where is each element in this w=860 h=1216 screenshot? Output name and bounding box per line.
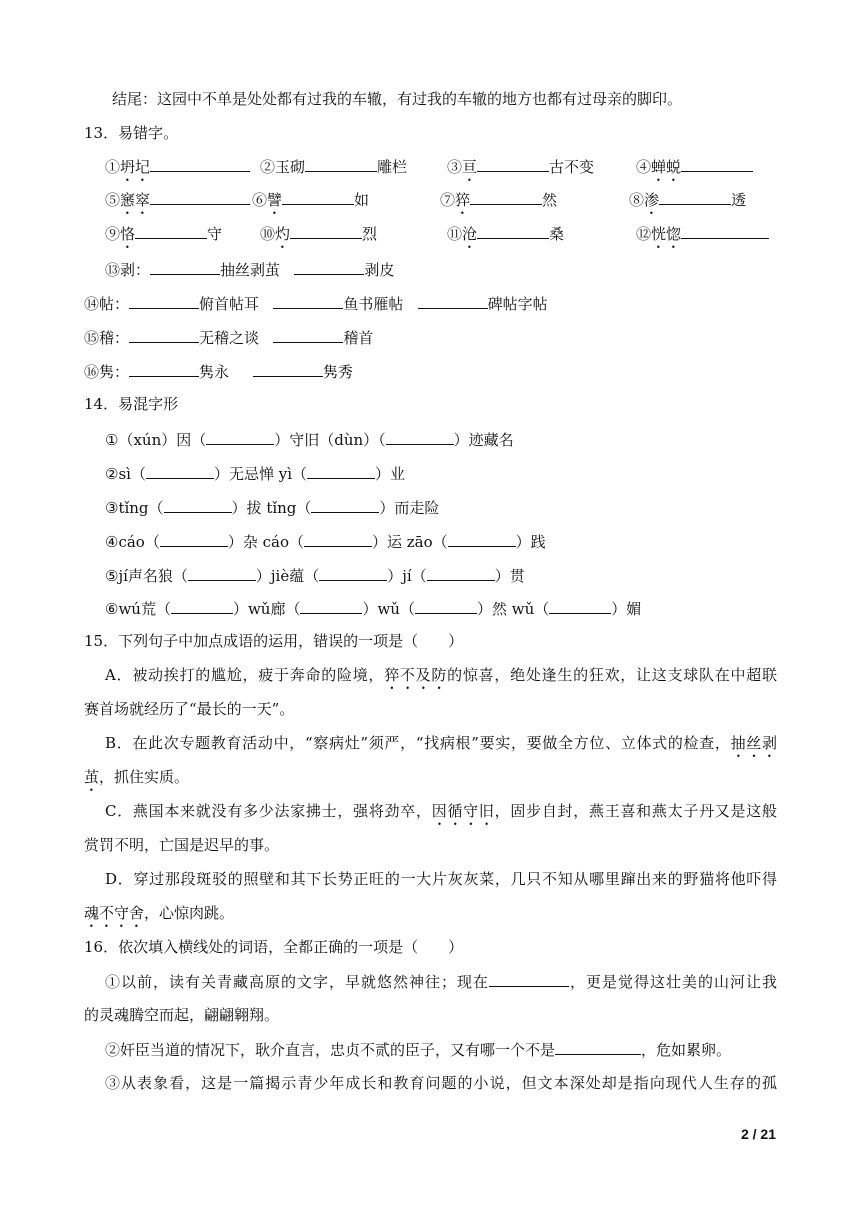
item-text: 稽首 xyxy=(343,329,374,347)
item-text: 碑帖字帖 xyxy=(487,295,548,313)
line-text: ）杂 cáo（ xyxy=(227,533,304,551)
sentence-text: ，更是觉得这壮美的山河让我 xyxy=(568,973,777,991)
q15-option-d[interactable]: D．穿过那段斑驳的照壁和其下长势正旺的一大片灰灰菜，几只不知从哪里蹿出来的野猫将他吓得 xyxy=(105,870,777,888)
item-tail: 守 xyxy=(207,225,223,243)
line-text: ）媚 xyxy=(611,600,642,618)
item-num: ② xyxy=(260,158,276,176)
dotted-idiom: 抽丝剥 xyxy=(730,734,777,752)
q13-item-6 xyxy=(252,188,369,218)
line-text: ）无忌惮 yì（ xyxy=(213,465,307,483)
line-text: ①（xún）因（ xyxy=(105,431,207,449)
line-text: ③tǐng（ xyxy=(105,499,164,517)
q13-item-4 xyxy=(636,155,753,185)
dotted-idiom: 因循守旧 xyxy=(431,802,495,820)
q13-item-1 xyxy=(105,155,250,185)
line-text: ）拔 tǐng（ xyxy=(231,499,312,517)
item-word: 玉砌 xyxy=(275,158,306,176)
answer-blank[interactable] xyxy=(477,222,549,239)
q15-option-a[interactable] xyxy=(105,664,777,693)
item-tail: 烈 xyxy=(362,225,378,243)
item-text: 剥皮 xyxy=(364,261,395,279)
answer-blank[interactable] xyxy=(311,496,379,513)
item-label: ⑬剥： xyxy=(105,261,151,279)
q13-item-3 xyxy=(447,155,594,185)
option-text: ，抓住实质。 xyxy=(99,768,190,786)
q14-line-6 xyxy=(105,597,641,620)
line-text: ）wǔ（ xyxy=(362,600,415,618)
answer-blank[interactable] xyxy=(549,597,611,614)
item-text: 隽秀 xyxy=(322,363,353,381)
option-text: ，固步自封，燕王喜和燕太子丹又是这般 xyxy=(494,802,777,820)
q14-line-1 xyxy=(105,428,514,451)
answer-blank[interactable] xyxy=(150,155,250,172)
answer-blank[interactable] xyxy=(489,970,569,987)
answer-blank[interactable] xyxy=(146,462,214,479)
item-num: ⑤ xyxy=(105,191,121,209)
q14-title: 14．易混字形 xyxy=(84,395,179,413)
answer-blank[interactable] xyxy=(418,292,488,309)
option-text: ，心惊肉跳。 xyxy=(144,904,235,922)
item-tail: 如 xyxy=(354,191,370,209)
q14-line-3 xyxy=(105,496,439,519)
item-text: 抽丝剥茧 xyxy=(220,261,281,279)
answer-blank[interactable] xyxy=(164,496,232,513)
item-word: 譬 xyxy=(267,191,283,209)
q15-option-d-cont xyxy=(84,902,234,931)
answer-blank[interactable] xyxy=(448,530,516,547)
q16-sentence-1 xyxy=(105,970,777,993)
answer-blank[interactable] xyxy=(150,258,220,275)
answer-blank[interactable] xyxy=(273,292,343,309)
sentence-text: ，危如累卵。 xyxy=(641,1041,732,1059)
q13-item-12 xyxy=(636,222,769,252)
line-text: ）然 wǔ（ xyxy=(476,600,550,618)
item-num: ③ xyxy=(447,158,463,176)
page-number: 2 / 21 xyxy=(740,1126,776,1142)
answer-blank[interactable] xyxy=(206,428,274,445)
dotted-idiom: 茧 xyxy=(84,768,100,786)
item-word: 窸窣 xyxy=(120,191,151,209)
item-label: ⑯隽： xyxy=(84,363,130,381)
line-text: ⑤jí声名狼（ xyxy=(105,567,188,585)
line-text: ）而走险 xyxy=(379,499,440,517)
line-text: ）jí（ xyxy=(387,567,427,585)
item-text: 鱼书雁帖 xyxy=(343,295,404,313)
answer-blank[interactable] xyxy=(659,188,731,205)
q16-sentence-3: ③从表象看，这是一篇揭示青少年成长和教育问题的小说，但文本深处却是指向现代人生存的孤 xyxy=(105,1074,777,1092)
item-word: 恪 xyxy=(120,225,136,243)
dotted-idiom: 猝不及防 xyxy=(384,666,448,684)
item-label: ⑮稽： xyxy=(84,329,130,347)
answer-blank[interactable] xyxy=(307,462,375,479)
item-word: 灼 xyxy=(275,225,291,243)
answer-blank[interactable] xyxy=(273,326,343,343)
item-text: 俯首帖耳 xyxy=(199,295,260,313)
q13-item-11 xyxy=(447,222,564,252)
line-text: ）迹藏名 xyxy=(453,431,514,449)
answer-blank[interactable] xyxy=(477,155,549,172)
item-word: 沧 xyxy=(462,225,478,243)
option-text: 的惊喜，绝处逢生的狂欢，让这支球队在中超联 xyxy=(447,666,777,684)
item-tail: 雕栏 xyxy=(377,158,408,176)
item-tail: 桑 xyxy=(549,225,565,243)
answer-blank[interactable] xyxy=(681,222,769,239)
answer-blank[interactable] xyxy=(129,292,199,309)
line-text: ⑥wú荒（ xyxy=(105,600,171,618)
answer-blank[interactable] xyxy=(470,188,542,205)
item-num: ⑩ xyxy=(260,225,276,243)
q13-title: 13．易错字。 xyxy=(84,124,179,142)
answer-blank[interactable] xyxy=(171,597,233,614)
item-num: ⑥ xyxy=(252,191,268,209)
q13-item-14 xyxy=(84,292,548,315)
answer-blank[interactable] xyxy=(253,360,323,377)
answer-blank[interactable] xyxy=(160,530,228,547)
item-num: ④ xyxy=(636,158,652,176)
item-num: ⑨ xyxy=(105,225,121,243)
line-text: ）守旧（dùn）（ xyxy=(274,431,386,449)
q13-item-13 xyxy=(105,258,394,281)
answer-blank[interactable] xyxy=(294,258,364,275)
answer-blank[interactable] xyxy=(188,564,256,581)
q15-option-a-cont: 赛首场就经历了“最长的一天”。 xyxy=(84,700,295,718)
dotted-idiom: 魂不守舍 xyxy=(84,904,145,922)
line-text: ②sì（ xyxy=(105,465,146,483)
answer-blank[interactable] xyxy=(300,597,362,614)
option-text: C．燕国本来就没有多少法家拂士，强将劲卒， xyxy=(105,802,432,820)
line-text: ）jiè蕴（ xyxy=(255,567,320,585)
q13-item-9 xyxy=(105,222,222,252)
q15-option-b-cont xyxy=(84,766,189,795)
line-text: ）业 xyxy=(375,465,406,483)
q14-line-4 xyxy=(105,530,546,553)
item-word: 猝 xyxy=(455,191,471,209)
item-word: 亘 xyxy=(462,158,478,176)
answer-blank[interactable] xyxy=(305,155,377,172)
item-word: 恍惚 xyxy=(651,225,682,243)
q15-option-c-cont: 赏罚不明，亡国是迟早的事。 xyxy=(84,836,280,854)
item-tail: 古不变 xyxy=(549,158,595,176)
item-word: 渗 xyxy=(644,191,660,209)
q13-item-10 xyxy=(260,222,377,252)
answer-blank[interactable] xyxy=(129,326,199,343)
answer-blank[interactable] xyxy=(427,564,495,581)
line-text: ）wǔ廊（ xyxy=(232,600,301,618)
q15-option-c[interactable] xyxy=(105,800,777,829)
item-tail: 然 xyxy=(542,191,558,209)
q16-sentence-2 xyxy=(105,1038,731,1061)
sentence-text: ②奸臣当道的情况下，耿介直言，忠贞不贰的臣子，又有哪一个不是 xyxy=(105,1041,556,1059)
item-word: 坍圮 xyxy=(120,158,151,176)
option-text: A．被动挨打的尴尬，疲于奔命的险境， xyxy=(105,666,385,684)
line-text: ）贯 xyxy=(494,567,525,585)
item-word: 蝉蜕 xyxy=(651,158,682,176)
q13-item-16 xyxy=(84,360,353,383)
q15-title: 15．下列句子中加点成语的运用，错误的一项是（ ） xyxy=(84,632,464,650)
q16-title: 16．依次填入横线处的词语，全都正确的一项是（ ） xyxy=(84,938,464,956)
answer-blank[interactable] xyxy=(304,530,372,547)
q14-line-2 xyxy=(105,462,405,485)
q16-sentence-1-cont: 的灵魂腾空而起，翩翩翱翔。 xyxy=(84,1006,280,1024)
answer-blank[interactable] xyxy=(135,222,207,239)
answer-blank[interactable] xyxy=(150,188,250,205)
item-num: ⑪ xyxy=(447,225,463,243)
line-text: ④cáo（ xyxy=(105,533,160,551)
answer-blank[interactable] xyxy=(282,188,354,205)
item-text: 隽永 xyxy=(199,363,230,381)
answer-blank[interactable] xyxy=(129,360,199,377)
answer-blank[interactable] xyxy=(290,222,362,239)
line-text: ）践 xyxy=(515,533,546,551)
q15-option-b[interactable] xyxy=(105,732,777,761)
item-num: ① xyxy=(105,158,121,176)
q13-item-8 xyxy=(629,188,746,218)
sentence-text: ①以前，读有关青藏高原的文字，早就悠然神往；现在 xyxy=(105,973,489,991)
line-text: ）运 zāo（ xyxy=(371,533,448,551)
q13-item-2 xyxy=(260,155,407,178)
item-num: ⑧ xyxy=(629,191,645,209)
item-num: ⑦ xyxy=(440,191,456,209)
q13-item-5 xyxy=(105,188,250,218)
item-tail: 透 xyxy=(731,191,747,209)
answer-blank[interactable] xyxy=(415,597,477,614)
q14-line-5 xyxy=(105,564,525,587)
answer-blank[interactable] xyxy=(386,428,454,445)
item-label: ⑭帖： xyxy=(84,295,130,313)
answer-blank[interactable] xyxy=(681,155,753,172)
item-text: 无稽之谈 xyxy=(199,329,260,347)
answer-blank[interactable] xyxy=(555,1038,641,1055)
q13-item-7 xyxy=(440,188,557,218)
q13-item-15 xyxy=(84,326,373,349)
answer-blank[interactable] xyxy=(319,564,387,581)
ending-line: 结尾：这园中不单是处处都有过我的车辙，有过我的车辙的地方也都有过母亲的脚印。 xyxy=(112,90,683,108)
item-num: ⑫ xyxy=(636,225,652,243)
option-text: B．在此次专题教育活动中，“察病灶”须严，“找病根”要实，要做全方位、立体式的检查， xyxy=(105,734,731,752)
